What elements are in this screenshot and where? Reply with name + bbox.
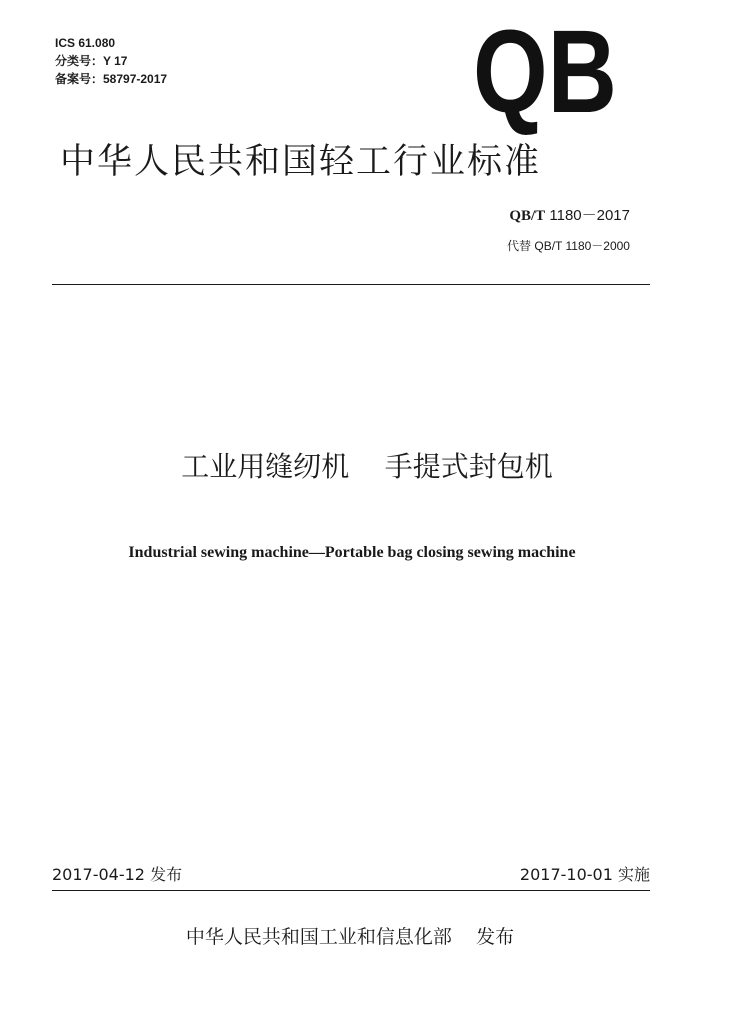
replaces-standard: 代替 QB/T 1180－2000 [507, 239, 630, 253]
standard-number-year: 1180－2017 [545, 207, 630, 224]
industry-standard-title: 中华人民共和国轻工行业标准 [60, 142, 542, 182]
ics-code: ICS 61.080 [55, 36, 116, 50]
qb-logo-text: QB [473, 6, 617, 138]
publisher: 中华人民共和国工业和信息化部 发布 [185, 926, 515, 948]
document-title-chinese: 工业用缝纫机 手提式封包机 [181, 450, 553, 483]
qb-logo [472, 6, 618, 138]
footer-divider [52, 890, 650, 891]
record-number: 备案号：58797-2017 [55, 72, 168, 86]
standard-number [509, 206, 630, 226]
implementation-date: 2017-10-01 实施 [519, 865, 650, 884]
document-metadata [55, 34, 167, 88]
header-divider [52, 284, 650, 285]
issue-date: 2017-04-12 发布 [52, 865, 183, 884]
classification-number: 分类号：Y 17 [55, 54, 128, 68]
document-title-english: Industrial sewing machine—Portable bag closing sewing machine [128, 544, 576, 561]
standard-code: QB/T [509, 208, 546, 224]
